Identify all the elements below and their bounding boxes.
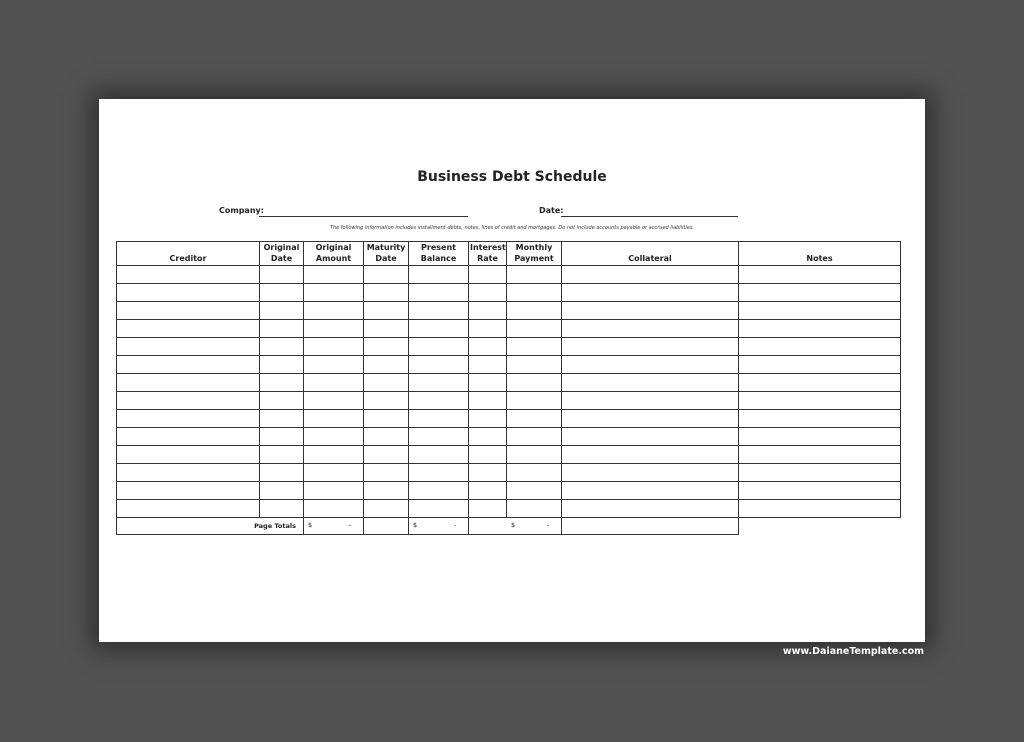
currency-symbol: $ — [413, 521, 418, 529]
cell-notes[interactable] — [739, 482, 901, 500]
cell-monthly-payment[interactable] — [507, 356, 562, 374]
cell-present-balance[interactable] — [409, 284, 469, 302]
cell-collateral[interactable] — [562, 338, 739, 356]
cell-collateral[interactable] — [562, 410, 739, 428]
table-row — [117, 464, 901, 482]
col-header-maturity-date: Maturity Date — [364, 242, 409, 266]
table-row — [117, 446, 901, 464]
cell-original-date[interactable] — [260, 356, 304, 374]
cell-original-amount[interactable] — [304, 284, 364, 302]
company-field[interactable] — [259, 216, 468, 217]
original-amount-total — [304, 518, 364, 535]
cell-interest-rate[interactable] — [469, 320, 507, 338]
table-row — [117, 356, 901, 374]
col-header-creditor: Creditor — [117, 242, 260, 266]
cell-original-amount[interactable] — [304, 428, 364, 446]
cell-monthly-payment[interactable] — [507, 338, 562, 356]
date-field[interactable] — [561, 216, 738, 217]
cell-notes[interactable] — [739, 266, 901, 284]
cell-original-date[interactable] — [260, 446, 304, 464]
table-row — [117, 266, 901, 284]
cell-creditor[interactable] — [117, 464, 260, 482]
cell-notes[interactable] — [739, 374, 901, 392]
cell-original-date[interactable] — [260, 410, 304, 428]
present-balance-total — [409, 518, 469, 535]
cell-collateral[interactable] — [562, 392, 739, 410]
cell-maturity-date[interactable] — [364, 284, 409, 302]
cell-notes[interactable] — [739, 428, 901, 446]
table-row — [117, 410, 901, 428]
cell-interest-rate[interactable] — [469, 338, 507, 356]
total-value: - — [546, 521, 549, 529]
total-value: - — [348, 521, 351, 529]
cell-creditor[interactable] — [117, 374, 260, 392]
cell-original-amount[interactable] — [304, 374, 364, 392]
cell-original-date[interactable] — [260, 302, 304, 320]
debt-schedule-table — [116, 241, 901, 535]
cell-creditor[interactable] — [117, 446, 260, 464]
cell-interest-rate[interactable] — [469, 410, 507, 428]
document-page — [99, 99, 925, 642]
cell-maturity-date[interactable] — [364, 482, 409, 500]
cell-collateral[interactable] — [562, 284, 739, 302]
cell-monthly-payment[interactable] — [507, 392, 562, 410]
cell-interest-rate[interactable] — [469, 500, 507, 518]
cell-creditor[interactable] — [117, 338, 260, 356]
col-header-notes: Notes — [739, 242, 901, 266]
cell-notes[interactable] — [739, 500, 901, 518]
maturity-date-total-blank — [364, 518, 409, 535]
col-header-original-date: Original Date — [260, 242, 304, 266]
cell-notes[interactable] — [739, 320, 901, 338]
company-label: Company: — [219, 206, 264, 215]
cell-maturity-date[interactable] — [364, 302, 409, 320]
cell-creditor[interactable] — [117, 482, 260, 500]
cell-present-balance[interactable] — [409, 500, 469, 518]
cell-present-balance[interactable] — [409, 464, 469, 482]
cell-monthly-payment[interactable] — [507, 302, 562, 320]
cell-collateral[interactable] — [562, 500, 739, 518]
cell-interest-rate[interactable] — [469, 482, 507, 500]
cell-original-amount[interactable] — [304, 482, 364, 500]
cell-interest-rate[interactable] — [469, 302, 507, 320]
monthly-payment-total — [469, 518, 562, 535]
cell-present-balance[interactable] — [409, 302, 469, 320]
cell-original-date[interactable] — [260, 320, 304, 338]
currency-symbol: $ — [511, 521, 516, 529]
cell-interest-rate[interactable] — [469, 464, 507, 482]
cell-present-balance[interactable] — [409, 410, 469, 428]
cell-creditor[interactable] — [117, 392, 260, 410]
table-row — [117, 500, 901, 518]
cell-monthly-payment[interactable] — [507, 446, 562, 464]
page-totals-label: Page Totals — [117, 518, 304, 535]
cell-original-date[interactable] — [260, 266, 304, 284]
cell-monthly-payment[interactable] — [507, 266, 562, 284]
cell-maturity-date[interactable] — [364, 374, 409, 392]
cell-monthly-payment[interactable] — [507, 500, 562, 518]
cell-original-amount[interactable] — [304, 446, 364, 464]
cell-interest-rate[interactable] — [469, 428, 507, 446]
cell-collateral[interactable] — [562, 356, 739, 374]
cell-monthly-payment[interactable] — [507, 464, 562, 482]
cell-present-balance[interactable] — [409, 428, 469, 446]
cell-maturity-date[interactable] — [364, 446, 409, 464]
cell-original-amount[interactable] — [304, 338, 364, 356]
cell-monthly-payment[interactable] — [507, 428, 562, 446]
cell-interest-rate[interactable] — [469, 266, 507, 284]
cell-creditor[interactable] — [117, 410, 260, 428]
cell-maturity-date[interactable] — [364, 356, 409, 374]
cell-collateral[interactable] — [562, 482, 739, 500]
cell-maturity-date[interactable] — [364, 338, 409, 356]
watermark-url: www.DaianeTemplate.com — [782, 646, 924, 657]
table-row — [117, 428, 901, 446]
cell-original-amount[interactable] — [304, 320, 364, 338]
col-header-interest-rate: Interest Rate — [469, 242, 507, 266]
table-row — [117, 374, 901, 392]
cell-original-amount[interactable] — [304, 356, 364, 374]
total-value: - — [453, 521, 456, 529]
cell-creditor[interactable] — [117, 428, 260, 446]
notes-total-empty — [739, 518, 901, 535]
col-header-present-balance: Present Balance — [409, 242, 469, 266]
cell-original-date[interactable] — [260, 338, 304, 356]
cell-notes[interactable] — [739, 338, 901, 356]
cell-collateral[interactable] — [562, 320, 739, 338]
cell-notes[interactable] — [739, 392, 901, 410]
cell-collateral[interactable] — [562, 446, 739, 464]
table-row — [117, 338, 901, 356]
cell-original-date[interactable] — [260, 392, 304, 410]
cell-maturity-date[interactable] — [364, 428, 409, 446]
table-row — [117, 302, 901, 320]
cell-original-date[interactable] — [260, 482, 304, 500]
cell-monthly-payment[interactable] — [507, 482, 562, 500]
cell-notes[interactable] — [739, 410, 901, 428]
cell-creditor[interactable] — [117, 266, 260, 284]
cell-present-balance[interactable] — [409, 338, 469, 356]
cell-creditor[interactable] — [117, 284, 260, 302]
cell-original-date[interactable] — [260, 284, 304, 302]
cell-monthly-payment[interactable] — [507, 374, 562, 392]
cell-notes[interactable] — [739, 464, 901, 482]
cell-present-balance[interactable] — [409, 356, 469, 374]
cell-present-balance[interactable] — [409, 266, 469, 284]
cell-notes[interactable] — [739, 284, 901, 302]
cell-creditor[interactable] — [117, 500, 260, 518]
cell-creditor[interactable] — [117, 302, 260, 320]
cell-maturity-date[interactable] — [364, 500, 409, 518]
totals-row — [117, 518, 901, 535]
cell-present-balance[interactable] — [409, 392, 469, 410]
cell-notes[interactable] — [739, 302, 901, 320]
cell-collateral[interactable] — [562, 428, 739, 446]
cell-present-balance[interactable] — [409, 374, 469, 392]
cell-original-amount[interactable] — [304, 500, 364, 518]
cell-maturity-date[interactable] — [364, 410, 409, 428]
cell-interest-rate[interactable] — [469, 284, 507, 302]
document-title: Business Debt Schedule — [417, 169, 607, 185]
cell-maturity-date[interactable] — [364, 464, 409, 482]
cell-original-date[interactable] — [260, 374, 304, 392]
cell-interest-rate[interactable] — [469, 392, 507, 410]
cell-maturity-date[interactable] — [364, 266, 409, 284]
cell-interest-rate[interactable] — [469, 446, 507, 464]
table-row — [117, 392, 901, 410]
header-row — [117, 242, 901, 266]
cell-original-date[interactable] — [260, 500, 304, 518]
cell-monthly-payment[interactable] — [507, 284, 562, 302]
cell-collateral[interactable] — [562, 374, 739, 392]
cell-present-balance[interactable] — [409, 446, 469, 464]
collateral-total-blank — [562, 518, 739, 535]
cell-monthly-payment[interactable] — [507, 410, 562, 428]
col-header-original-amount: Original Amount — [304, 242, 364, 266]
cell-original-date[interactable] — [260, 464, 304, 482]
cell-original-amount[interactable] — [304, 464, 364, 482]
currency-symbol: $ — [308, 521, 313, 529]
instructions-note: The following information includes installment debts, notes, lines of credit and mortgages. Do not include accounts payable or accrued liabilities. — [329, 225, 695, 231]
cell-notes[interactable] — [739, 446, 901, 464]
cell-collateral[interactable] — [562, 302, 739, 320]
cell-interest-rate[interactable] — [469, 374, 507, 392]
cell-original-date[interactable] — [260, 428, 304, 446]
table-body — [117, 266, 901, 518]
col-header-collateral: Collateral — [562, 242, 739, 266]
cell-interest-rate[interactable] — [469, 356, 507, 374]
cell-creditor[interactable] — [117, 320, 260, 338]
cell-collateral[interactable] — [562, 464, 739, 482]
cell-creditor[interactable] — [117, 356, 260, 374]
cell-maturity-date[interactable] — [364, 320, 409, 338]
cell-notes[interactable] — [739, 356, 901, 374]
table-row — [117, 320, 901, 338]
table-row — [117, 284, 901, 302]
cell-present-balance[interactable] — [409, 320, 469, 338]
cell-original-amount[interactable] — [304, 392, 364, 410]
cell-original-amount[interactable] — [304, 266, 364, 284]
cell-collateral[interactable] — [562, 266, 739, 284]
col-header-monthly-payment: Monthly Payment — [507, 242, 562, 266]
date-label: Date: — [539, 206, 564, 215]
cell-original-amount[interactable] — [304, 302, 364, 320]
cell-maturity-date[interactable] — [364, 392, 409, 410]
cell-original-amount[interactable] — [304, 410, 364, 428]
cell-monthly-payment[interactable] — [507, 320, 562, 338]
cell-present-balance[interactable] — [409, 482, 469, 500]
table-row — [117, 482, 901, 500]
